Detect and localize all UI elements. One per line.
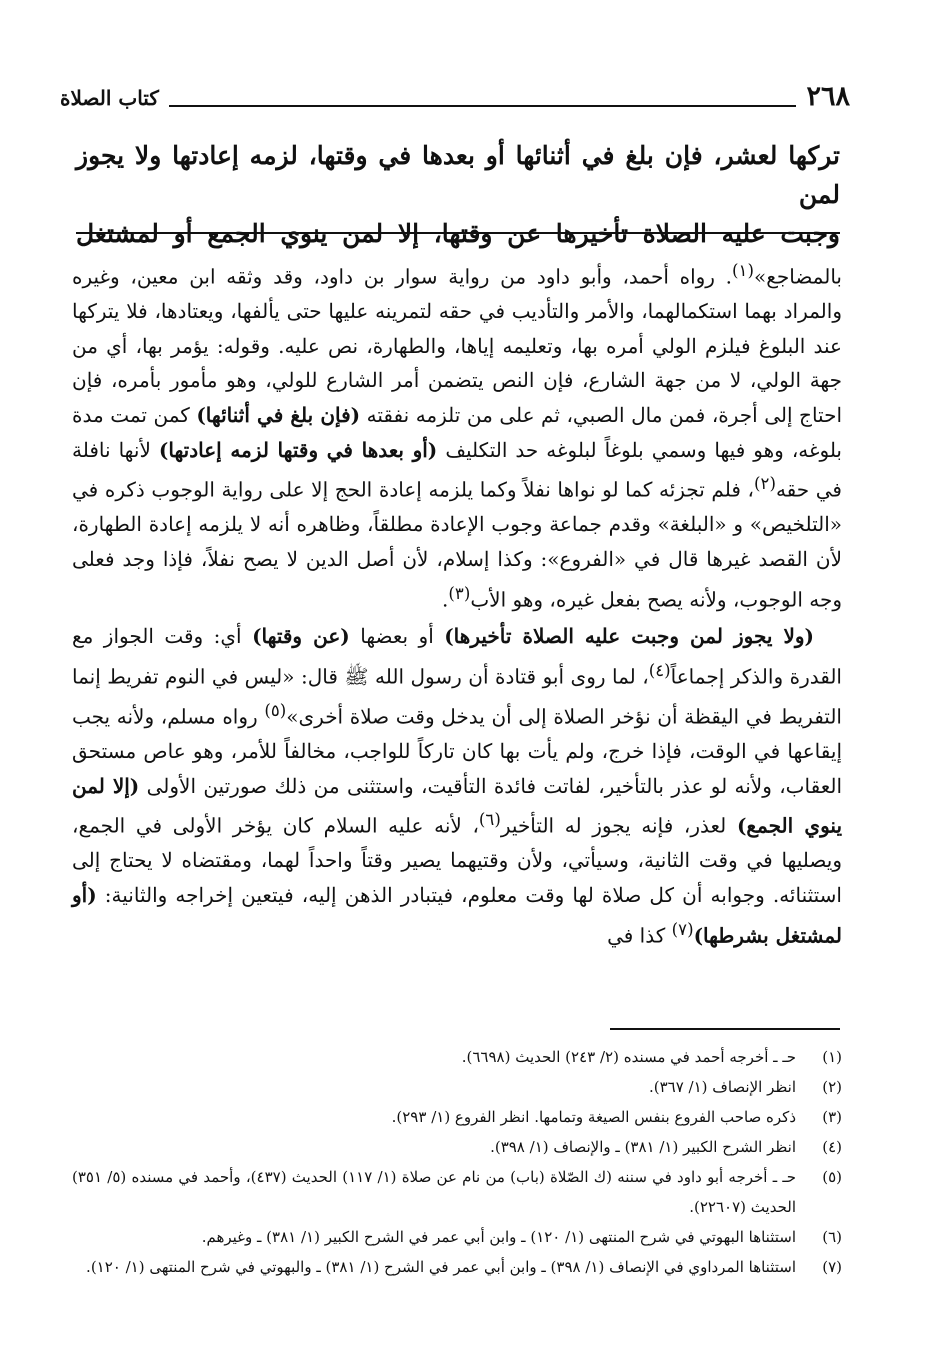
footnote-ref: (٥) xyxy=(264,700,287,720)
footnote-number: (٧) xyxy=(822,1258,842,1276)
footnote-text: استثناها المرداوي في الإنصاف (١/ ٣٩٨) ـ وابن أبي عمر في الشرح (١/ ٣٨١) ـ والبهوتي في شرح المنتهى (١/ ١٢٠). xyxy=(86,1258,796,1276)
quoted-matn: (ولا يجوز لمن وجبت عليه الصلاة تأخيرها) xyxy=(444,623,815,648)
matn-divider xyxy=(76,232,840,234)
text-run: ، فلم تجزئه كما لو نواها نفلاً وكما يلزمه إعادة الحج إلا على رواية الوجوب ذكره في «التلخيص» و «البلغة» وقدم جماعة وجوب الإعادة مطلقاً، وظاهره أنه لا يلزمه إعادة الطهارة، لأن القصد غيرها قال في «الفروع»: وكذا إسلام، لأن أصل الدين لا يصح نفلاً، فإذا وجد فعلى وجه الوجوب، ولأنه يصح بفعل غيره، وهو الأب xyxy=(72,477,842,612)
footnote-ref: (٢) xyxy=(753,474,776,494)
footnote-ref: (٣) xyxy=(448,583,471,603)
footnote xyxy=(72,1132,842,1162)
footnotes xyxy=(72,1042,842,1282)
text-run: أو بعضها xyxy=(360,623,434,648)
matn-line: تركها لعشر، فإن بلغ في أثنائها أو بعدها في وقتها، لزمه إعادتها ولا يجوز لمن xyxy=(76,141,840,209)
footnote-number: (٣) xyxy=(822,1108,842,1126)
footnote-number: (٦) xyxy=(822,1228,842,1246)
page-header xyxy=(60,78,850,112)
footnote-text: حـ ـ أخرجه أحمد في مسنده (٢/ ٢٤٣) الحديث (٦٦٩٨). xyxy=(461,1048,796,1066)
footnote-ref: (٤) xyxy=(648,660,671,680)
running-title: كتاب الصلاة xyxy=(60,86,159,110)
footnote-ref: (١) xyxy=(732,261,754,280)
matn-text xyxy=(76,136,840,253)
commentary-text xyxy=(72,254,842,953)
footnote-ref: (٦) xyxy=(478,810,501,830)
quoted-matn: (أو لمشتغل بشرطها) xyxy=(72,883,842,948)
footnote-text: انظر الشرح الكبير (١/ ٣٨١) ـ والإنصاف (١/ ٣٩٨). xyxy=(490,1138,796,1156)
commentary-paragraph xyxy=(72,254,842,617)
quoted-matn: (عن وقتها) xyxy=(252,623,350,648)
text-run: . xyxy=(442,587,449,612)
text-run: رواه مسلم، ولأنه يجب إيقاعها في الوقت، فإذا خرج، ولم يأت بها كان تاركاً للواجب، مخالفاً للأمر، وهو عاص مستحق العقاب، ولأنه لو عذر بالتأخير، لفاتت فائدة التأقيت، واستثنى من ذلك صورتين الأولى xyxy=(72,704,843,798)
footnote-number: (٤) xyxy=(822,1138,842,1156)
footnote xyxy=(72,1222,842,1252)
text-run: كمن تمت مدة بلوغه، وهو فيها وسمي بلوغاً لبلوغه حد التكليف xyxy=(72,403,843,462)
footnote xyxy=(72,1042,842,1072)
footnote-number: (١) xyxy=(822,1048,842,1066)
commentary-paragraph xyxy=(72,619,842,953)
footnote-text: انظر الإنصاف (١/ ٣٦٧). xyxy=(648,1078,796,1096)
quoted-matn: (أو بعدها في وقتها لزمه إعادتها) xyxy=(158,437,438,462)
page-number: ٢٦٨ xyxy=(806,81,850,112)
footnote-divider xyxy=(610,1028,840,1030)
text-run: كذا في xyxy=(607,923,672,948)
footnote xyxy=(72,1072,842,1102)
footnote-number: (٥) xyxy=(822,1168,842,1186)
text-run: ، لما روى أبو قتادة أن رسول الله ﷺ قال: «ليس في النوم تفريط إنما التفريط في اليقظة أن نؤخر الصلاة إلى أن يدخل وقت صلاة أخرى» xyxy=(72,664,842,729)
footnote-text: ذكره صاحب الفروع بنفس الصيغة وتمامها. انظر الفروع (١/ ٢٩٣). xyxy=(391,1108,796,1126)
footnote xyxy=(72,1252,842,1282)
footnote-number: (٢) xyxy=(822,1078,842,1096)
text-run: . رواه أحمد، وأبو داود من رواية سوار بن داود، وقد وثقه ابن معين، وغيره والمراد بهما استكمالهما، والأمر والتأديب في حقه لتمرينه عليها حتى يألفها، ويعتادها، فلا يتركها عند البلوغ فيلزم الولي أمره بها، وتعليمه إياها، والطهارة، نص عليه. وقوله: يؤمر بها، أي من جهة الولي، لا من جهة الشارع، فإن النص يتضمن أمر الشارع للولي، وهو مأمور بأمره، فإن احتاج إلى أجرة، فمن مال الصبي، ثم على من تلزمه نفقته xyxy=(72,264,843,428)
text-run: بالمضاجع» xyxy=(754,264,842,289)
text-run: ، لأنه عليه السلام كان يؤخر الأولى في الجمع، ويصليها في وقت الثانية، وسيأتي، ولأن وقتيهما يصير وقتاً واحداً لهما، ومقتضاه لا يحتاج إلى استثنائه. وجوابه أن كل صلاة لها وقت معلوم، فيتبادر الذهن إليه، فيتعين إخراجه والثانية: xyxy=(72,813,842,908)
footnote-text: استثناها البهوتي في شرح المنتهى (١/ ١٢٠) ـ وابن أبي عمر في الشرح الكبير (١/ ٣٨١) ـ وغيرهم. xyxy=(201,1228,796,1246)
quoted-matn: (إلا لمن ينوي الجمع) xyxy=(72,773,843,838)
footnote xyxy=(72,1102,842,1132)
text-run: أي: وقت الجواز مع القدرة والذكر إجماعاً xyxy=(72,623,842,689)
text-run: لعذر، فإنه يجوز له التأخير xyxy=(500,813,727,838)
text-run: لأنها نافلة في حقه xyxy=(72,437,842,502)
matn-line: وجبت عليه الصلاة تأخيرها عن وقتها، إلا لمن ينوي الجمع أو لمشتغل xyxy=(76,219,840,248)
footnote-text: حـ ـ أخرجه أبو داود في سننه (ك الصّلاة (باب) من نام عن صلاة (١/ ١١٧) الحديث (٤٣٧)، وأحمد في مسنده (٥/ ٣٥١) الحديث (٢٢٦٠٧). xyxy=(72,1168,797,1216)
quoted-matn: (فإن بلغ في أثنائها) xyxy=(196,403,361,428)
header-rule xyxy=(169,105,797,107)
footnote xyxy=(72,1162,842,1222)
footnote-ref: (٧) xyxy=(671,919,694,939)
